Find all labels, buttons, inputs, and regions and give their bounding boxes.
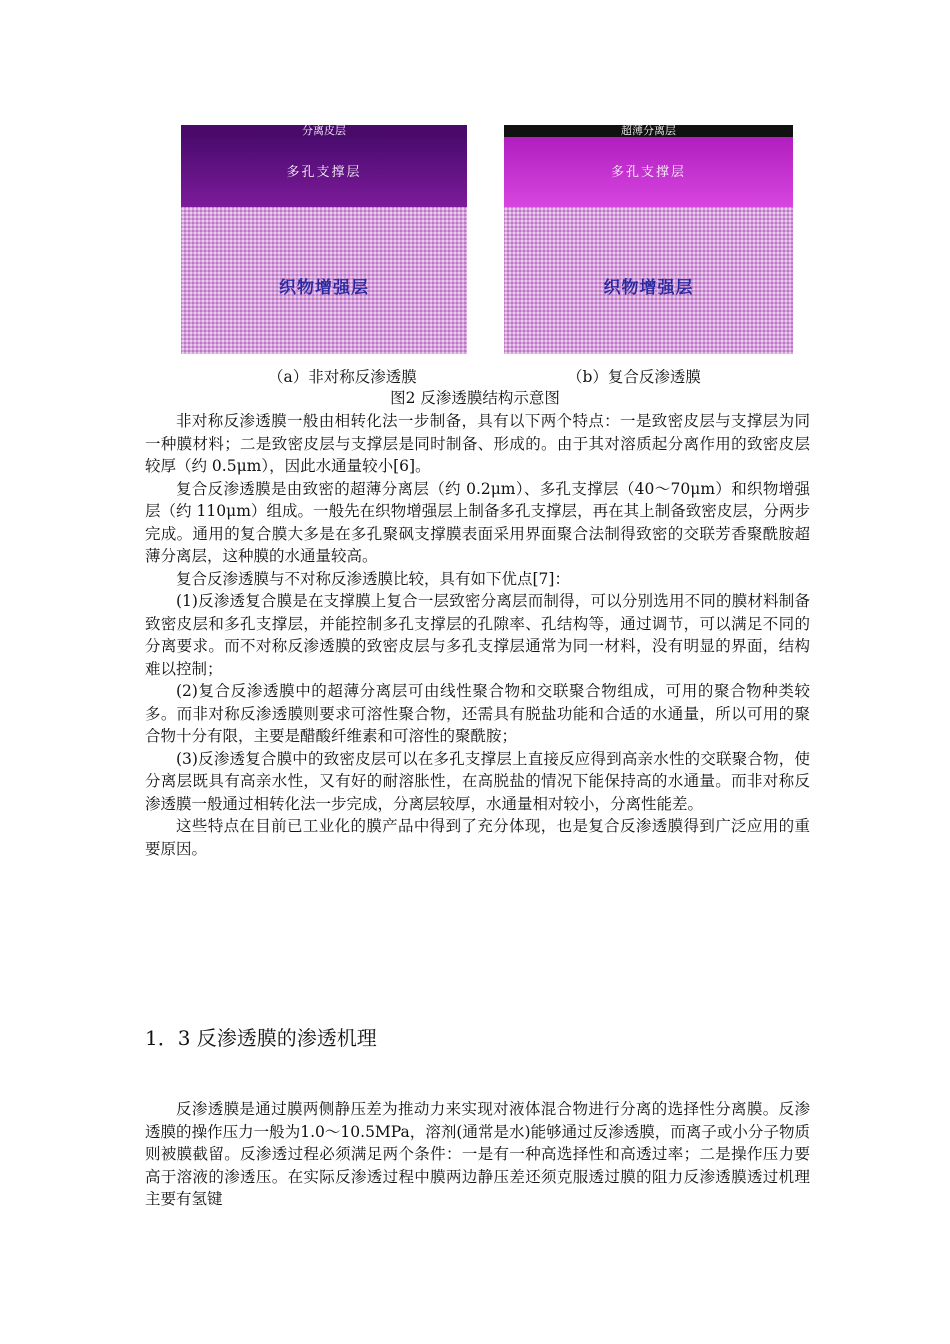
paragraph: 这些特点在目前已工业化的膜产品中得到了充分体现，也是复合反渗透膜得到广泛应用的重要原因。 xyxy=(145,817,810,858)
section-heading: 1．3 反渗透膜的渗透机理 xyxy=(145,1026,377,1050)
paragraph: 反渗透膜是通过膜两侧静压差为推动力来实现对液体混合物进行分离的选择性分离膜。反渗透膜的操作压力一般为1.0～10.5MPa，溶剂(通常是水)能够通过反渗透膜，而离子或小分子物质则被膜截留。反渗透过程必须满足两个条件：一是有一种高选择性和高透过率；二是操作压力要高于溶液的渗透压。在实际反渗透过程中膜两边静压差还须克服透过膜的阻力反渗透膜透过机理主要有氢键 xyxy=(145,1100,810,1208)
section-body-text xyxy=(145,1098,810,1211)
ultrathin-layer-label: 超薄分离层 xyxy=(621,125,676,137)
paragraph: 非对称反渗透膜一般由相转化法一步制备，具有以下两个特点：一是致密皮层与支撑层为同一种膜材料；二是致密皮层与支撑层是同时制备、形成的。由于其对溶质起分离作用的致密皮层较厚（约 0.5μm），因此水通量较小[6]。 xyxy=(145,412,810,475)
paragraph: 复合反渗透膜是由致密的超薄分离层（约 0.2μm）、多孔支撑层（40～70μm）和织物增强层（约 110μm）组成。一般先在织物增强层上制备多孔支撑层，再在其上制备致密皮层，分两步完成。通用的复合膜大多是在多孔聚砜支撑膜表面采用界面聚合法制得致密的交联芳香聚酰胺超薄分离层，这种膜的水通量较高。 xyxy=(145,479,810,565)
figure-caption-a: （a）非对称反渗透膜 xyxy=(268,368,417,386)
paragraph: (3)反渗透复合膜中的致密皮层可以在多孔支撑层上直接反应得到高亲水性的交联聚合物，使分离层既具有高亲水性，又有好的耐溶胀性，在高脱盐的情况下能保持高的水通量。而非对称反渗透膜一般通过相转化法一步完成，分离层较厚，水通量相对较小，分离性能差。 xyxy=(145,749,810,813)
fabric-layer-label: 织物增强层 xyxy=(603,278,694,298)
figure-panel-asymmetric-membrane xyxy=(181,125,467,354)
skin-layer-label: 分离皮层 xyxy=(302,125,346,137)
figure-caption-b: （b）复合反渗透膜 xyxy=(567,368,701,386)
fabric-layer-label: 织物增强层 xyxy=(279,278,369,298)
porous-layer-label: 多孔支撑层 xyxy=(610,165,686,180)
body-text xyxy=(145,410,810,860)
paragraph: 复合反渗透膜与不对称反渗透膜比较，具有如下优点[7]： xyxy=(176,569,570,588)
paragraph: (2)复合反渗透膜中的超薄分离层可由线性聚合物和交联聚合物组成，可用的聚合物种类较多。而非对称反渗透膜则要求可溶性聚合物，还需具有脱盐功能和合适的水通量，所以可用的聚合物十分有限，主要是醋酸纤维素和可溶性的聚酰胺； xyxy=(145,682,810,745)
porous-layer-label: 多孔支撑层 xyxy=(286,165,362,180)
figure-title: 图2 反渗透膜结构示意图 xyxy=(390,389,560,407)
figure-panel-composite-membrane xyxy=(504,125,793,354)
paragraph: (1)反渗透复合膜是在支撑膜上复合一层致密分离层而制得，可以分别选用不同的膜材料制备致密皮层和多孔支撑层，并能控制多孔支撑层的孔隙率、孔结构等，通过调节，可以满足不同的分离要求。而不对称反渗透膜的致密皮层与多孔支撑层通常为同一材料，没有明显的界面，结构难以控制； xyxy=(145,592,810,678)
